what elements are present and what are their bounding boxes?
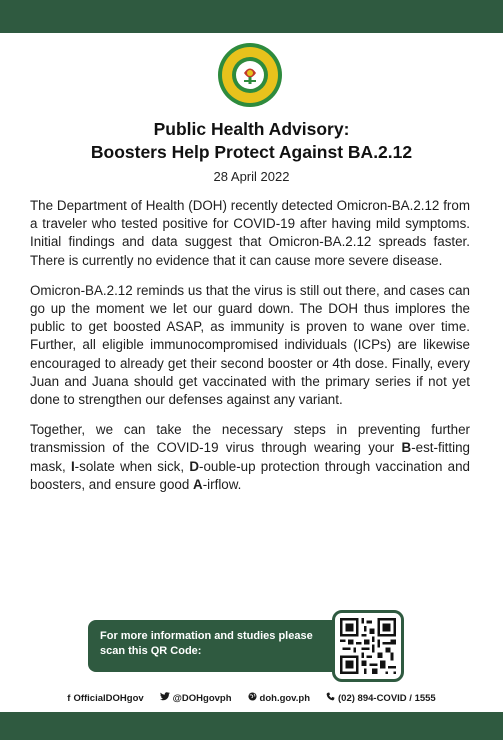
bida-letter-b: B (401, 440, 412, 456)
advisory-body (30, 197, 470, 506)
paragraph-3 (30, 421, 470, 494)
phone-icon (326, 692, 335, 704)
globe-icon (248, 692, 257, 704)
paragraph-1: The Department of Health (DOH) recently detected Omicron-BA.2.12 from a traveler who tested positive for COVID-19 after having mild symptoms. Initial findings and data suggest that Omicron-BA.2.12 spreads faster. There is currently no evidence that it can cause more severe disease. (30, 198, 470, 268)
bida-letter-a: A (193, 476, 203, 492)
facebook-handle: OfficialDOHgov (73, 692, 144, 704)
qr-code-icon[interactable] (332, 610, 404, 682)
facebook-link[interactable] (67, 692, 143, 704)
twitter-handle: @DOHgovph (172, 692, 232, 704)
paragraph-2: Omicron-BA.2.12 reminds us that the virus is still out there, and cases can go up the moment we let our guard down. The DOH thus implores the public to get boosted ASAP, as immunity is proven to wane over time. Further, all eligible immunocompromised individuals (ICPs) are likewise encouraged to already get their second booster or 4th dose. Finally, every Juan and Juana should get vaccinated with the primary series if not yet done to strengthen our defenses against any variant. (30, 282, 470, 408)
bida-text-i: -solate when sick, (74, 458, 190, 474)
title-line-1: Public Health Advisory: (153, 119, 350, 139)
advisory-date: 28 April 2022 (213, 169, 290, 184)
title-line-2: Boosters Help Protect Against BA.2.12 (90, 142, 413, 162)
bida-letter-i: I (70, 458, 75, 474)
paragraph-3-intro: Together, we can take the necessary steps in preventing further transmission of the COVID-19 virus through wearing your (30, 422, 470, 456)
twitter-link[interactable] (160, 692, 232, 704)
website-url: doh.gov.ph (259, 692, 311, 704)
phone-number: (02) 894-COVID / 1555 (338, 692, 436, 704)
qr-info-text: For more information and studies please scan this QR Code: (88, 620, 350, 672)
bida-text-a: -irflow. (202, 476, 242, 492)
contact-footer (0, 692, 503, 704)
bida-text-b: -est-fitting mask, (30, 440, 470, 474)
advisory-title (0, 118, 503, 164)
doh-seal-icon (217, 42, 283, 108)
bida-text-d: -ouble-up protection through vaccination and boosters, and ensure good (30, 458, 470, 492)
phone-contact (326, 692, 436, 704)
bottom-banner-bar (0, 712, 503, 740)
twitter-icon (160, 692, 170, 704)
website-link[interactable] (248, 692, 310, 704)
top-banner-bar (0, 0, 503, 33)
bida-letter-d: D (189, 458, 199, 474)
qr-banner (88, 610, 404, 682)
facebook-icon: f (67, 692, 71, 704)
